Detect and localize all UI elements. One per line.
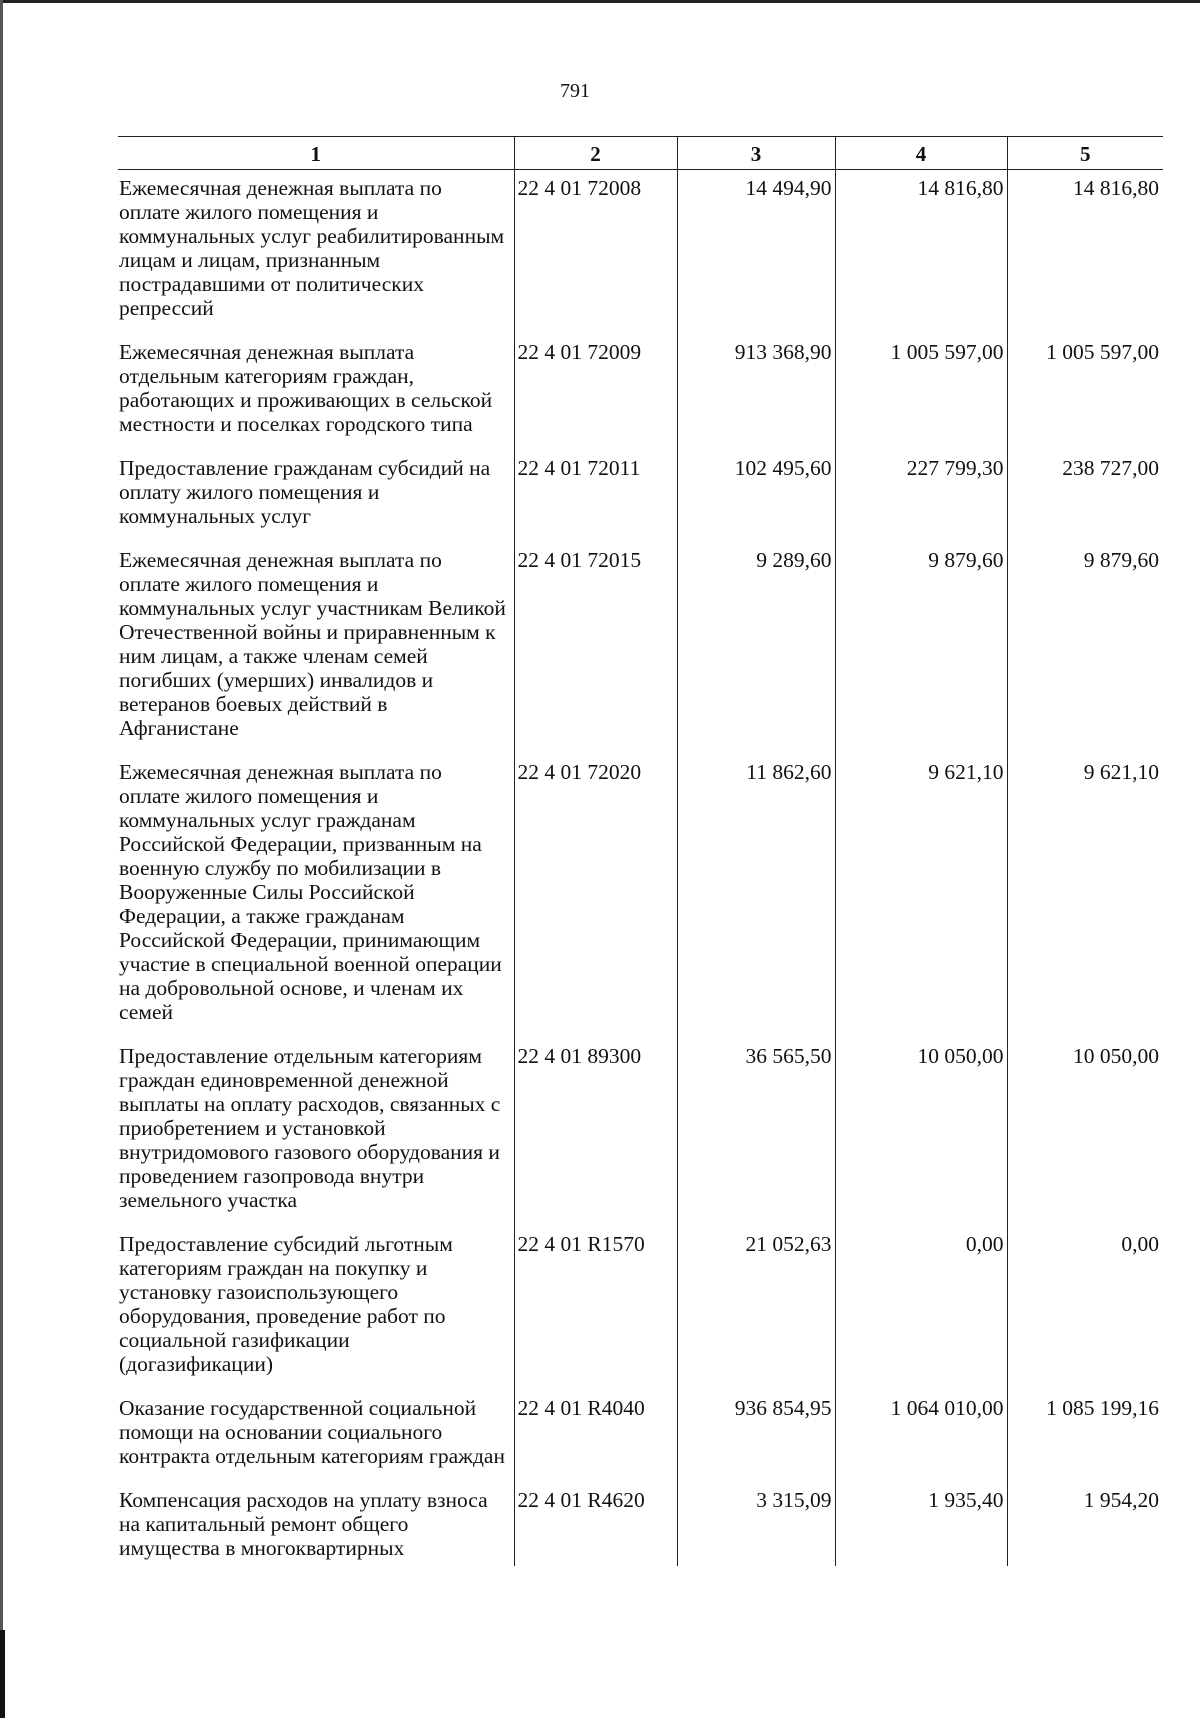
row-name: Предоставление гражданам субсидий на оплату жилого помещения и коммунальных услуг bbox=[119, 456, 491, 528]
row-value-4: 1 005 597,00 bbox=[835, 334, 1007, 450]
header-col-1: 1 bbox=[118, 137, 514, 170]
row-value-3: 936 854,95 bbox=[677, 1390, 835, 1482]
row-code: 22 4 01 R1570 bbox=[514, 1226, 677, 1390]
header-col-4: 4 bbox=[835, 137, 1007, 170]
row-value-5: 14 816,80 bbox=[1007, 170, 1163, 335]
row-value-3: 3 315,09 bbox=[677, 1482, 835, 1566]
page-top-border bbox=[0, 0, 1200, 3]
row-name: Предоставление субсидий льготным категориям граждан на покупку и установку газоиспользующего оборудования, проведение работ по социальной газификации (догазификации) bbox=[119, 1232, 453, 1376]
row-value-5: 10 050,00 bbox=[1007, 1038, 1163, 1226]
table-body bbox=[118, 170, 1163, 1567]
row-code: 22 4 01 72008 bbox=[514, 170, 677, 335]
table-header bbox=[118, 137, 1163, 170]
page-left-edge-mark bbox=[0, 1630, 5, 1718]
row-value-5: 9 879,60 bbox=[1007, 542, 1163, 754]
header-col-3: 3 bbox=[677, 137, 835, 170]
budget-table bbox=[118, 136, 1163, 1566]
row-name: Ежемесячная денежная выплата по оплате жилого помещения и коммунальных услуг реабилитированным лицам и лицам, признанным пострадавшими от политических репрессий bbox=[119, 176, 505, 320]
row-code: 22 4 01 72009 bbox=[514, 334, 677, 450]
row-value-4: 9 621,10 bbox=[835, 754, 1007, 1038]
table-row bbox=[118, 1482, 1163, 1566]
row-value-4: 10 050,00 bbox=[835, 1038, 1007, 1226]
row-value-3: 21 052,63 bbox=[677, 1226, 835, 1390]
row-code: 22 4 01 72011 bbox=[514, 450, 677, 542]
table-row bbox=[118, 542, 1163, 754]
row-name: Ежемесячная денежная выплата по оплате жилого помещения и коммунальных услуг гражданам Российской Федерации, призванным на военную службу по мобилизации в Вооруженные Силы Российской Федерации, а также гражданам Российской Федерации, принимающим участие в специальной военной операции на добровольной основе, и членам их семей bbox=[119, 760, 502, 1024]
header-col-2: 2 bbox=[514, 137, 677, 170]
row-value-3: 11 862,60 bbox=[677, 754, 835, 1038]
row-value-4: 1 935,40 bbox=[835, 1482, 1007, 1566]
row-value-5: 238 727,00 bbox=[1007, 450, 1163, 542]
row-value-4: 1 064 010,00 bbox=[835, 1390, 1007, 1482]
row-value-4: 0,00 bbox=[835, 1226, 1007, 1390]
row-name: Компенсация расходов на уплату взноса на капитальный ремонт общего имущества в многоквартирных bbox=[119, 1488, 488, 1560]
row-name: Ежемесячная денежная выплата отдельным категориям граждан, работающих и проживающих в сельской местности и поселках городского типа bbox=[119, 340, 493, 436]
row-code: 22 4 01 R4620 bbox=[514, 1482, 677, 1566]
page-number: 791 bbox=[560, 80, 590, 102]
row-value-3: 9 289,60 bbox=[677, 542, 835, 754]
table-row bbox=[118, 754, 1163, 1038]
row-value-3: 14 494,90 bbox=[677, 170, 835, 335]
table-row bbox=[118, 170, 1163, 335]
header-col-5: 5 bbox=[1007, 137, 1163, 170]
row-value-5: 1 085 199,16 bbox=[1007, 1390, 1163, 1482]
table-row bbox=[118, 1390, 1163, 1482]
row-value-3: 36 565,50 bbox=[677, 1038, 835, 1226]
table-row bbox=[118, 1038, 1163, 1226]
row-value-3: 102 495,60 bbox=[677, 450, 835, 542]
table-row bbox=[118, 1226, 1163, 1390]
row-value-4: 9 879,60 bbox=[835, 542, 1007, 754]
row-value-4: 227 799,30 bbox=[835, 450, 1007, 542]
table-row bbox=[118, 334, 1163, 450]
row-value-5: 0,00 bbox=[1007, 1226, 1163, 1390]
row-name: Ежемесячная денежная выплата по оплате жилого помещения и коммунальных услуг участникам Великой Отечественной войны и приравненным к ним лицам, а также членам семей погибших (умерших) инвалидов и ветеранов боевых действий в Афганистане bbox=[119, 548, 506, 740]
page-left-edge bbox=[0, 0, 3, 1718]
row-value-5: 1 954,20 bbox=[1007, 1482, 1163, 1566]
row-code: 22 4 01 72020 bbox=[514, 754, 677, 1038]
row-value-3: 913 368,90 bbox=[677, 334, 835, 450]
row-value-5: 9 621,10 bbox=[1007, 754, 1163, 1038]
row-value-4: 14 816,80 bbox=[835, 170, 1007, 335]
row-code: 22 4 01 89300 bbox=[514, 1038, 677, 1226]
row-name: Предоставление отдельным категориям граждан единовременной денежной выплаты на оплату расходов, связанных с приобретением и установкой внутридомового газового оборудования и проведением газопровода внутри земельного участка bbox=[119, 1044, 501, 1212]
row-name: Оказание государственной социальной помощи на основании социального контракта отдельным категориям граждан bbox=[119, 1396, 505, 1468]
row-value-5: 1 005 597,00 bbox=[1007, 334, 1163, 450]
row-code: 22 4 01 R4040 bbox=[514, 1390, 677, 1482]
header-row bbox=[118, 137, 1163, 170]
row-code: 22 4 01 72015 bbox=[514, 542, 677, 754]
table-row bbox=[118, 450, 1163, 542]
